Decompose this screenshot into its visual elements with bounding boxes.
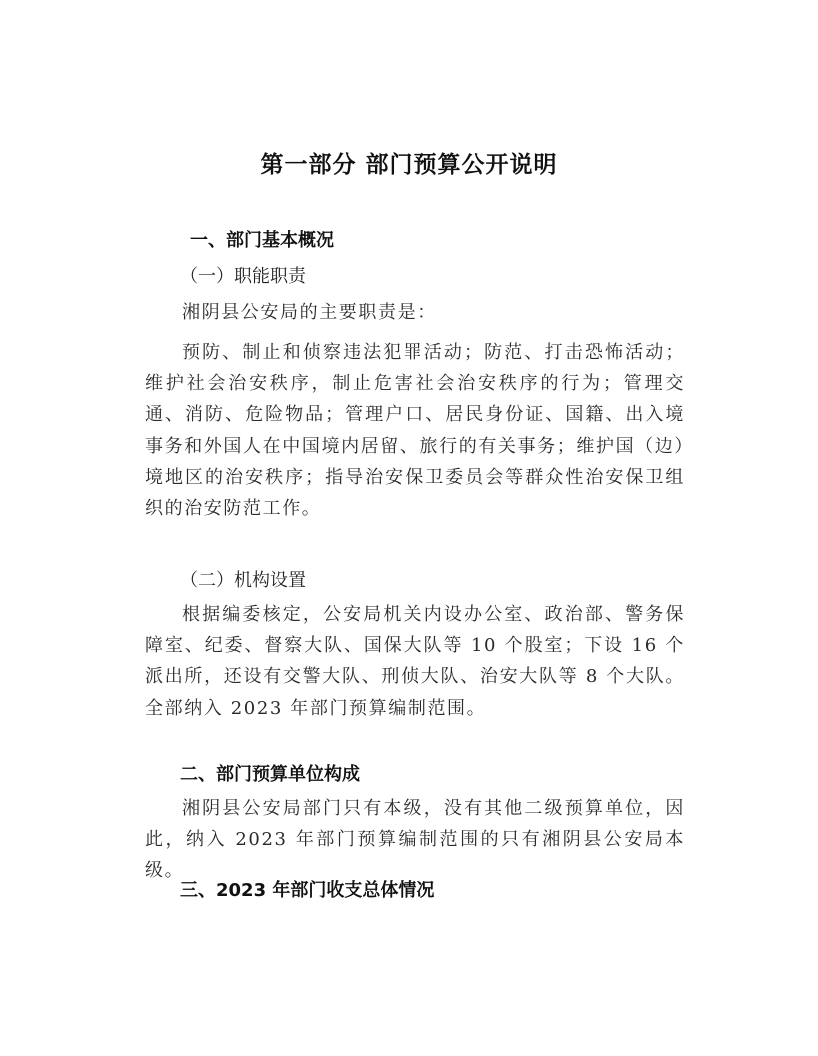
section-heading-revenue-expenditure: 三、2023 年部门收支总体情况 [180, 880, 435, 901]
organization-body-paragraph: 根据编委核定，公安局机关内设办公室、政治部、警务保障室、纪委、督察大队、国保大队等 10 个股室；下设 16 个派出所，还设有交警大队、刑侦大队、治安大队等 8 个大队。全部纳入 2023 年部门预算编制范围。 [145, 604, 685, 719]
section-heading-budget-units: 二、部门预算单位构成 [180, 764, 360, 785]
subsection-heading-duties: （一）职能职责 [180, 266, 306, 287]
duties-intro-paragraph: 湘阴县公安局的主要职责是： [182, 302, 437, 323]
budget-units-body-paragraph: 湘阴县公安局部门只有本级，没有其他二级预算单位，因此，纳入 2023 年部门预算编制范围的只有湘阴县公安局本级。 [145, 798, 685, 882]
subsection-heading-organization: （二）机构设置 [180, 570, 306, 591]
duties-body-paragraph: 预防、制止和侦察违法犯罪活动；防范、打击恐怖活动；维护社会治安秩序，制止危害社会治安秩序的行为；管理交通、消防、危险物品；管理户口、居民身份证、国籍、出入境事务和外国人在中国境内居留、旅行的有关事务；维护国（边）境地区的治安秩序；指导治安保卫委员会等群众性治安保卫组织的治安防范工作。 [145, 342, 685, 520]
section-heading-basic-overview: 一、部门基本概况 [190, 230, 334, 251]
page-title: 第一部分 部门预算公开说明 [260, 152, 558, 178]
